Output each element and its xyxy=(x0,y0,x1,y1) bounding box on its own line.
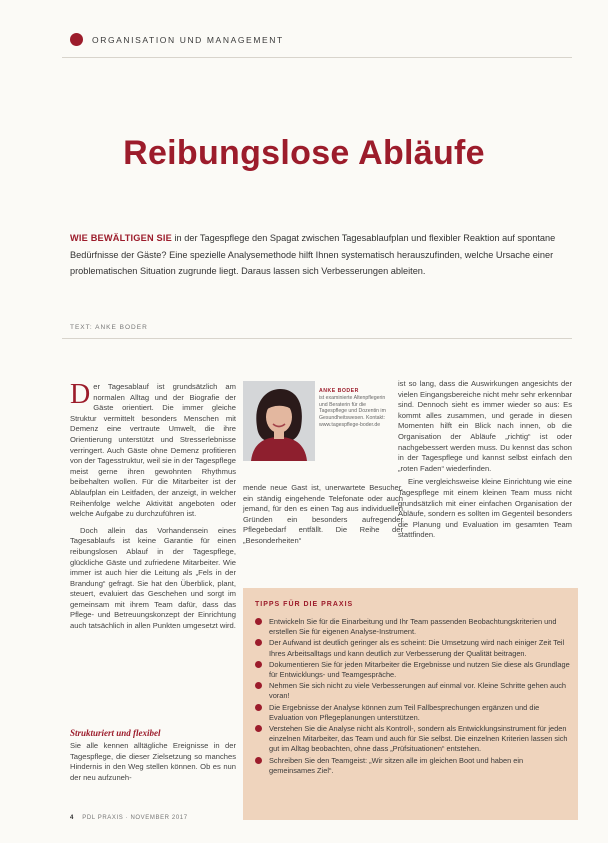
author-photo xyxy=(243,381,315,461)
tip-item xyxy=(255,703,570,723)
bullet-dot-icon xyxy=(255,618,262,625)
intro-lead: WIE BEWÄLTIGEN SIE xyxy=(70,233,172,243)
section-header: ORGANISATION UND MANAGEMENT xyxy=(92,35,284,45)
tip-item xyxy=(255,617,570,637)
body-paragraph: Sie alle kennen alltägliche Ereignisse in der Tagespflege, die dieser Zielsetzung so manches Hindernis in den Weg stellen können. Ob es nun der neu aufzuneh- xyxy=(70,741,236,782)
photo-caption xyxy=(319,388,391,429)
bullet-dot-icon xyxy=(255,639,262,646)
body-column-3 xyxy=(398,379,572,541)
tip-text: Die Ergebnisse der Analyse können zum Teil Fallbesprechungen ergänzen und die Evaluation von Pflegeplanungen unterstützen. xyxy=(269,702,540,722)
article-title: Reibungslose Abläufe xyxy=(123,134,485,172)
tips-list xyxy=(255,617,570,777)
drop-cap: D xyxy=(70,379,91,410)
bullet-dot-icon xyxy=(255,682,262,689)
tips-title: TIPPS FÜR DIE PRAXIS xyxy=(255,601,354,608)
body-paragraph: mende neue Gast ist, unerwartete Besucher, ein ständig eingehende Telefonate oder auch jemand, für den es einen Tag aus individuellen Gründen ein besonders aufregender Pflegebedarf entfällt. Die Reihe der „Besonderheiten“ xyxy=(243,483,403,545)
caption-author-bio: ist examinierte Altenpflegerin und Beraterin für die Tagespflege und Dozentin im Gesundheitswesen. Kontakt: www.tagespflege-boder.de xyxy=(319,394,386,428)
bullet-dot-icon xyxy=(255,661,262,668)
body-paragraph: Doch allein das Vorhandensein eines Tagesablaufs ist keine Garantie für einen reibungslosen Ablauf in der Tagespflege, glückliche Gäste und zufriedene Mitarbeiter. Wie immer ist auch hier die Leitung als „Fels in der Brandung“ gefragt. Sie hat den Überblick, plant, steuert, evaluiert das Geschehen und sorgt im gemeinsam mit ihrem Team dafür, dass das Pflege- und Betreuungskonzept der Einrichtung auch tatsächlich in allen Punkten umgesetzt wird. xyxy=(70,525,236,631)
body-paragraph: er Tagesablauf ist grundsätzlich am normalen Alltag und der Biografie der Gäste orientiert. Die immer gleiche Struktur vermittelt besonders Menschen mit Demenz eine vertraute Umwelt, die ihre Orientierung unterstützt und Stresserlebnisse verringert. Auch Gäste ohne Demenz profitieren von der Tagesstruktur, weil sie in der Tagespflege meist gerne ihren gewohnten Rhythmus beibehalten wollen. Für die Mitarbeiter ist der Ablaufplan ein Leitfaden, der anzeigt, in welcher Reihenfolge welche Aktivität angeboten oder welche Aufgabe zu durchzuführen ist. xyxy=(70,382,236,519)
bullet-dot-icon xyxy=(255,725,262,732)
intro-text: in der Tagespflege den Spagat zwischen Tagesablaufplan und flexibler Reaktion auf spontane Bedürfnisse der Gäste? Eine spezielle Analysemethode hilft Ihnen systematisch herauszufinden, welche Ursache einer problematischen Situation zugrunde liegt. Daraus lassen sich Verbesserungen ableiten. xyxy=(70,233,556,276)
tip-text: Dokumentieren Sie für jeden Mitarbeiter die Ergebnisse und nutzen Sie diese als Grundlage für Entwicklungs- und Teamgespräche. xyxy=(269,659,570,680)
article-intro xyxy=(70,230,575,280)
bullet-dot-icon xyxy=(255,704,262,711)
tip-text: Verstehen Sie die Analyse nicht als Kontroll-, sondern als Entwicklungsinstrument für jeden einzelnen Mitarbeiter, das Team und auch für Sie selbst. Die einzelnen Kriterien lassen sich gut im Alltag beobachten, ohne dass „Prüfsituationen“ entstehen. xyxy=(269,724,568,754)
body-paragraph: ist so lang, dass die Auswirkungen angesichts der vielen Eingangsbereiche nicht mehr sehr erkennbar sind. Dennoch sieht es immer wieder so aus: Es kommt alles zusammen, und gerade in diesen Momenten hilft ein Blick nach innen, ob die Organisation der Abläufe „richtig“ ist oder nachgebessert werden muss. Du kennst das schon in der Tagespflege und kannst selbst einfach den „roten Faden“ wiederfinden. xyxy=(398,379,572,473)
author-portrait-image xyxy=(243,381,315,461)
tip-item xyxy=(255,756,570,776)
byline-divider xyxy=(62,338,572,339)
tip-item xyxy=(255,660,570,680)
tip-text: Schreiben Sie den Teamgeist: „Wir sitzen alle im gleichen Boot und haben ein gemeinsames Ziel“. xyxy=(269,755,524,775)
tip-item xyxy=(255,681,570,701)
section-marker-dot xyxy=(70,33,83,46)
tip-item xyxy=(255,638,570,658)
bullet-dot-icon xyxy=(255,757,262,764)
caption-author-name: ANKE BODER xyxy=(319,388,359,394)
body-column-1-continued xyxy=(70,741,236,783)
tip-text: Nehmen Sie sich nicht zu viele Verbesserungen auf einmal vor. Kleine Schritte gehen auch voran! xyxy=(269,681,567,701)
page-number: 4 xyxy=(70,815,74,821)
tip-text: Der Aufwand ist deutlich geringer als es scheint: Die Umsetzung wird nach einiger Zeit Teil Ihres Arbeitsalltags und kann deutlich zur Verbesserung der Qualität beitragen. xyxy=(269,638,565,658)
publication-name: PDL PRAXIS · NOVEMBER 2017 xyxy=(82,815,188,821)
body-column-1 xyxy=(70,379,236,632)
author-byline: TEXT: ANKE BODER xyxy=(70,324,148,331)
tip-item xyxy=(255,724,570,755)
page-footer xyxy=(70,815,188,821)
tip-text: Entwickeln Sie für die Einarbeitung und Ihr Team passenden Beobachtungskriterien und erstellen Sie für eigenen Analyse-Instrument. xyxy=(269,617,557,637)
section-subheading: Strukturiert und flexibel xyxy=(70,728,161,738)
header-divider xyxy=(62,57,572,58)
body-column-2 xyxy=(243,483,403,547)
body-paragraph: Eine vergleichsweise kleine Einrichtung wie eine Tagespflege mit einem kleinen Team muss nicht grundsätzlich mit einer einfachen Organisation der Abläufe, sondern es sollten im Gegenteil besonders die Planung und Evaluation im gesamten Team stattfinden. xyxy=(398,477,572,540)
